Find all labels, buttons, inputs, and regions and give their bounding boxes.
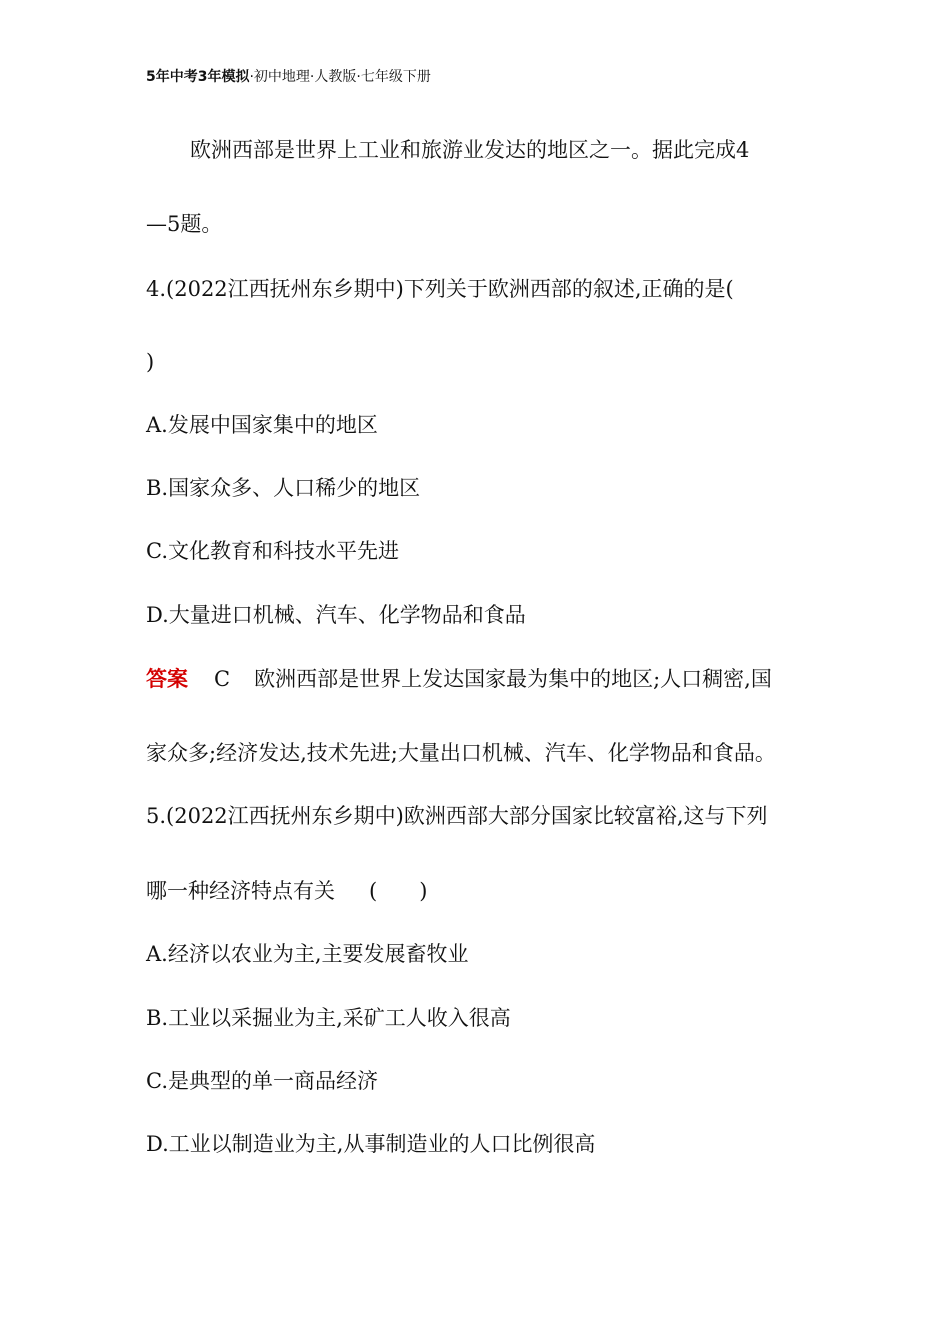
answer-choice: C: [214, 667, 231, 691]
question-4-stem: 4.(2022江西抚州东乡期中)下列关于欧洲西部的叙述,正确的是(: [146, 277, 734, 301]
answer-explanation-1: 欧洲西部是世界上发达国家最为集中的地区;人口稠密,国: [254, 667, 772, 691]
question-5-option-c: C.是典型的单一商品经济: [146, 1069, 378, 1093]
header-book-info: ·初中地理·人教版·七年级下册: [249, 69, 431, 85]
question-5-option-b: B.工业以采掘业为主,采矿工人收入很高: [146, 1006, 511, 1030]
intro-line-1: 欧洲西部是世界上工业和旅游业发达的地区之一。据此完成4: [190, 138, 750, 162]
question-5-option-a: A.经济以农业为主,主要发展畜牧业: [146, 942, 469, 966]
answer-line-1: [146, 668, 772, 690]
question-4-option-b: B.国家众多、人口稀少的地区: [146, 476, 421, 500]
question-4-option-c: C.文化教育和科技水平先进: [146, 539, 399, 563]
question-5-option-d: D.工业以制造业为主,从事制造业的人口比例很高: [146, 1132, 596, 1156]
answer-blank-paren: ( ): [369, 879, 428, 903]
header-series: 5年中考3年模拟: [146, 69, 250, 85]
question-5-stem-line-2: [146, 881, 427, 902]
answer-label: 答案: [146, 666, 188, 691]
question-4-option-a: A.发展中国家集中的地区: [146, 413, 378, 437]
answer-explanation-2: 家众多;经济发达,技术先进;大量出口机械、汽车、化学物品和食品。: [146, 741, 776, 765]
question-4-stem-paren: ): [146, 350, 155, 374]
question-5-stem-text: 哪一种经济特点有关: [146, 879, 335, 903]
question-4-option-d: D.大量进口机械、汽车、化学物品和食品: [146, 603, 526, 627]
intro-line-2: —5题。: [146, 212, 223, 236]
question-5-stem: 5.(2022江西抚州东乡期中)欧洲西部大部分国家比较富裕,这与下列: [146, 804, 768, 828]
running-header: [146, 66, 431, 86]
